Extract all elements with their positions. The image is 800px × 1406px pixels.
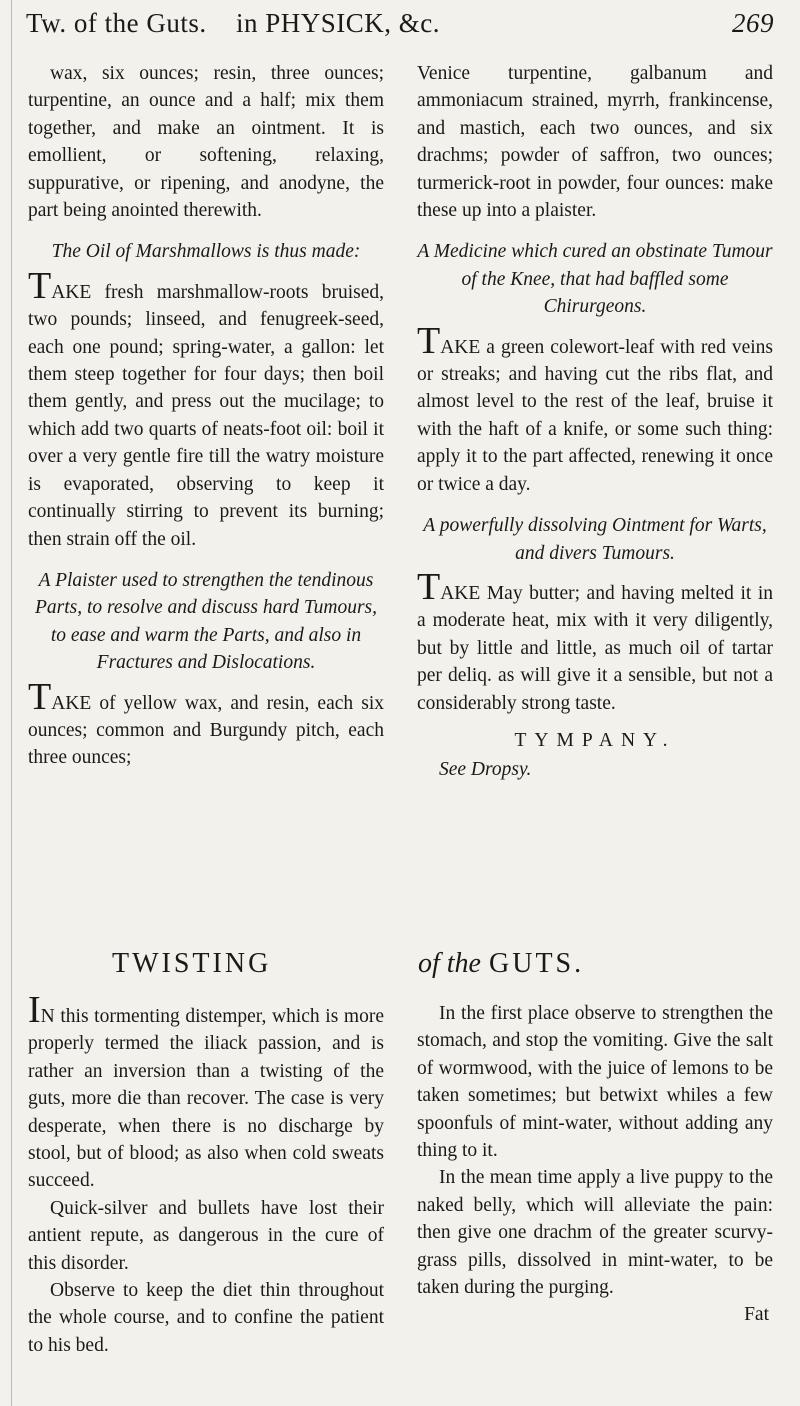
recipe-heading: The Oil of Marshmallows is thus made:	[51, 241, 361, 263]
cross-reference: See Dropsy.	[439, 759, 532, 781]
paragraph: Observe to keep the diet thin throughout the whole course, and to confine the patient to his bed.	[28, 1280, 384, 1356]
paragraph: TAKE May butter; and having melted it in a moderate heat, mix with it very diligently, but by little and little, as much oil of tartar per deliq. as will give it a sensible, but not a considerably strong taste.	[417, 565, 773, 714]
right-column	[417, 60, 773, 784]
chapter-heading-guts: GUTS.	[489, 948, 585, 979]
header-left: Tw. of the Guts.	[26, 8, 207, 38]
running-header	[26, 8, 774, 48]
header-middle: in PHYSICK, &c.	[236, 8, 441, 38]
chapter-heading-of-the: of the	[418, 948, 481, 979]
paragraph: In the first place observe to strengthen the stomach, and stop the vomiting. Give the salt of wormwood, with the juice of lemons to be taken sometimes; but betwixt whiles a few spoonfuls of mint-water, without adding any thing to it.	[417, 1003, 773, 1162]
recipe-heading: A Medicine which cured an obstinate Tumour of the Knee, that had baffled some Chirurgeons.	[417, 241, 773, 318]
lower-right-column	[417, 1000, 773, 1329]
left-column	[28, 60, 384, 772]
paragraph: IN this tormenting distemper, which is more properly termed the iliack passion, and is rather an inversion than a twisting of the guts, more die than recover. The case is very desperate, when there is no discharge by stool, but of blood; as also when cold sweats succeed.	[28, 989, 384, 1192]
lower-left-column	[28, 989, 384, 1359]
chapter-heading-right	[418, 948, 584, 980]
paragraph: Quick-silver and bullets have lost their antient repute, as dangerous in the cure of this disorder.	[28, 1197, 384, 1274]
chapter-heading-left: TWISTING	[112, 948, 272, 979]
catchword: Fat	[744, 1304, 769, 1326]
section-heading: TYMPANY.	[514, 729, 676, 751]
paragraph: TAKE a green colewort-leaf with red veins or streaks; and having cut the ribs flat, and almost level to the rest of the leaf, bruise it with the haft of a knife, or some such thing: apply it to the part affected, renewing it once or twice a day.	[417, 319, 773, 495]
page-edge	[11, 0, 12, 1406]
recipe-heading: A Plaister used to strengthen the tendinous Parts, to resolve and discuss hard Tumours, to ease and warm the Parts, and also in Fractures and Dislocations.	[35, 569, 377, 674]
recipe-heading: A powerfully dissolving Ointment for Warts, and divers Tumours.	[423, 515, 767, 564]
paragraph: In the mean time apply a live puppy to the naked belly, which will alleviate the pain: then give one drachm of the greater scurvy-grass pills, dissolved in mint-water, to be taken during the purging.	[417, 1167, 773, 1299]
paragraph: TAKE of yellow wax, and resin, each six ounces; common and Burgundy pitch, each three ounces;	[28, 675, 384, 769]
paragraph: wax, six ounces; resin, three ounces; turpentine, an ounce and a half; mix them together, and make an ointment. It is emollient, or softening, relaxing, suppurative, or ripening, and anodyne, the part being anointed therewith.	[28, 63, 384, 222]
page-number: 269	[732, 8, 774, 38]
paragraph: TAKE fresh marshmallow-roots bruised, two pounds; linseed, and fenugreek-seed, each one pound; spring-water, a gallon: let them steep together for four days; then boil them gently, and press out the mucilage; to which add two quarts of neats-foot oil: boil it over a very gentle fire till the watry moisture is evaporated, observing to keep it continually stirring to prevent its burning; then strain off the oil.	[28, 264, 384, 550]
paragraph: Venice turpentine, galbanum and ammoniacum strained, myrrh, frankincense, and mastich, each two ounces, and six drachms; powder of saffron, two ounces; turmerick-root in powder, four ounces: make these up into a plaister.	[417, 63, 773, 222]
